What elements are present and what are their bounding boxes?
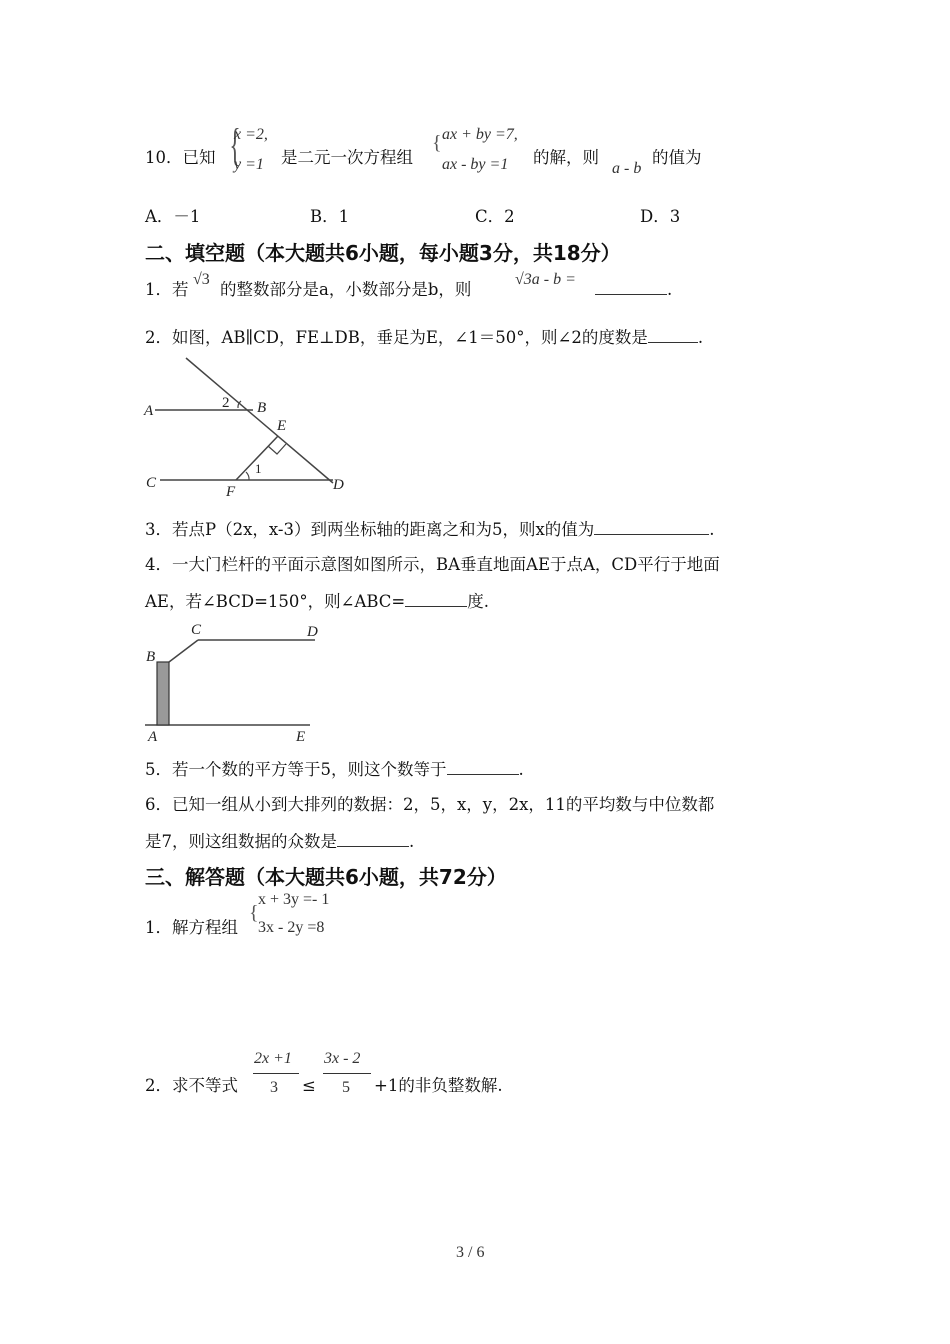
s2-q6-end: . bbox=[409, 832, 415, 851]
s2-q5-end: . bbox=[518, 760, 524, 779]
label-a2: A bbox=[148, 729, 158, 745]
q10-end: 的值为 bbox=[652, 148, 702, 167]
s2-q1-pre: 1．若 bbox=[145, 280, 189, 299]
s2-q4-end: 度. bbox=[467, 592, 490, 611]
s2-q2-end: . bbox=[697, 328, 704, 347]
q10-sys1-line2: y =1 bbox=[234, 156, 264, 173]
label-d: D bbox=[333, 477, 344, 493]
post-ba bbox=[157, 662, 169, 725]
s2-q6-answer[interactable] bbox=[337, 832, 409, 847]
page-number: 3 / 6 bbox=[456, 1244, 485, 1261]
label-f: F bbox=[226, 484, 236, 500]
option-d: D．3 bbox=[640, 207, 681, 226]
frac2-denominator: 5 bbox=[342, 1079, 350, 1096]
s2-q1-end: . bbox=[667, 280, 673, 299]
s2-q4-question: AE，若∠BCD=150°，则∠ABC= bbox=[145, 592, 406, 611]
s2-q3 bbox=[145, 520, 715, 540]
option-c: C．2 bbox=[475, 207, 515, 226]
q10-prefix: 10．已知 bbox=[145, 148, 216, 167]
s3-q2-pre: 2．求不等式 bbox=[145, 1076, 238, 1095]
option-a: A．－1 bbox=[145, 207, 201, 226]
angle-1-arc bbox=[246, 472, 249, 480]
s3-q2-relation: ≤ bbox=[302, 1076, 316, 1095]
frac1-denominator: 3 bbox=[270, 1079, 278, 1096]
s3-q1-sys-line2: 3x - 2y =8 bbox=[258, 919, 325, 936]
brace-icon: { bbox=[229, 119, 241, 170]
label-d2: D bbox=[307, 624, 318, 640]
brace-icon: { bbox=[432, 132, 442, 154]
s2-q6-line2 bbox=[145, 832, 414, 852]
q10-expr: a - b bbox=[612, 160, 642, 177]
section-2-title: 二、填空题（本大题共6小题，每小题3分，共18分） bbox=[145, 241, 621, 265]
s2-q1-mid: 的整数部分是a，小数部分是b，则 bbox=[220, 280, 472, 299]
s2-q1-sqrt: √3 bbox=[193, 271, 210, 288]
s2-q4-answer[interactable] bbox=[405, 592, 467, 607]
s2-q2-question: 2．如图，AB∥CD，FE⊥DB，垂足为E，∠1＝50°，则∠2的度数是 bbox=[145, 328, 648, 347]
q10-sys1-line1: x =2, bbox=[234, 126, 268, 143]
s2-q3-question: 3．若点P（2x，x-3）到两坐标轴的距离之和为5，则x的值为 bbox=[145, 520, 595, 539]
label-e2: E bbox=[296, 729, 306, 745]
label-e: E bbox=[277, 418, 287, 434]
right-angle-mark bbox=[268, 444, 286, 454]
label-b2: B bbox=[146, 649, 156, 665]
label-b: B bbox=[257, 400, 267, 416]
label-angle-2: 2 bbox=[222, 395, 230, 411]
line-bc bbox=[169, 640, 198, 662]
s2-q6-line1: 6．已知一组从小到大排列的数据：2，5，x，y，2x，11的平均数与中位数都 bbox=[145, 795, 715, 814]
s2-q3-answer[interactable] bbox=[594, 520, 709, 535]
s3-q2-end: +1的非负整数解. bbox=[374, 1076, 503, 1095]
section-3-title: 三、解答题（本大题共6小题，共72分） bbox=[145, 865, 507, 889]
s2-q4-line1: 4．一大门栏杆的平面示意图如图所示，BA垂直地面AE于点A，CD平行于地面 bbox=[145, 555, 720, 574]
q10-sys2-line2: ax - by =1 bbox=[442, 156, 509, 173]
brace-icon: { bbox=[249, 902, 259, 924]
fraction-bar bbox=[253, 1073, 299, 1074]
q10-sys2-line1: ax + by =7, bbox=[442, 126, 518, 143]
s2-q5-answer[interactable] bbox=[447, 760, 519, 775]
s2-q4-line2 bbox=[145, 592, 489, 612]
label-angle-1: 1 bbox=[255, 461, 262, 476]
s3-q1-text: 1．解方程组 bbox=[145, 918, 238, 937]
s3-q1-sys-line1: x + 3y =- 1 bbox=[258, 891, 330, 908]
s2-q5-question: 5．若一个数的平方等于5，则这个数等于 bbox=[145, 760, 447, 779]
frac1-numerator: 2x +1 bbox=[254, 1050, 292, 1067]
label-c: C bbox=[146, 475, 157, 491]
frac2-numerator: 3x - 2 bbox=[324, 1050, 361, 1067]
q10-mid: 是二元一次方程组 bbox=[281, 148, 413, 167]
q10-after: 的解，则 bbox=[533, 148, 599, 167]
fraction-bar bbox=[323, 1073, 371, 1074]
label-a: A bbox=[144, 403, 154, 419]
label-c2: C bbox=[191, 622, 202, 638]
option-b: B．1 bbox=[310, 207, 350, 226]
s2-q3-end: . bbox=[709, 520, 715, 539]
s2-q5 bbox=[145, 760, 524, 780]
s2-q6-question: 是7，则这组数据的众数是 bbox=[145, 832, 337, 851]
s2-q1-expr: √3a - b = bbox=[515, 271, 576, 288]
